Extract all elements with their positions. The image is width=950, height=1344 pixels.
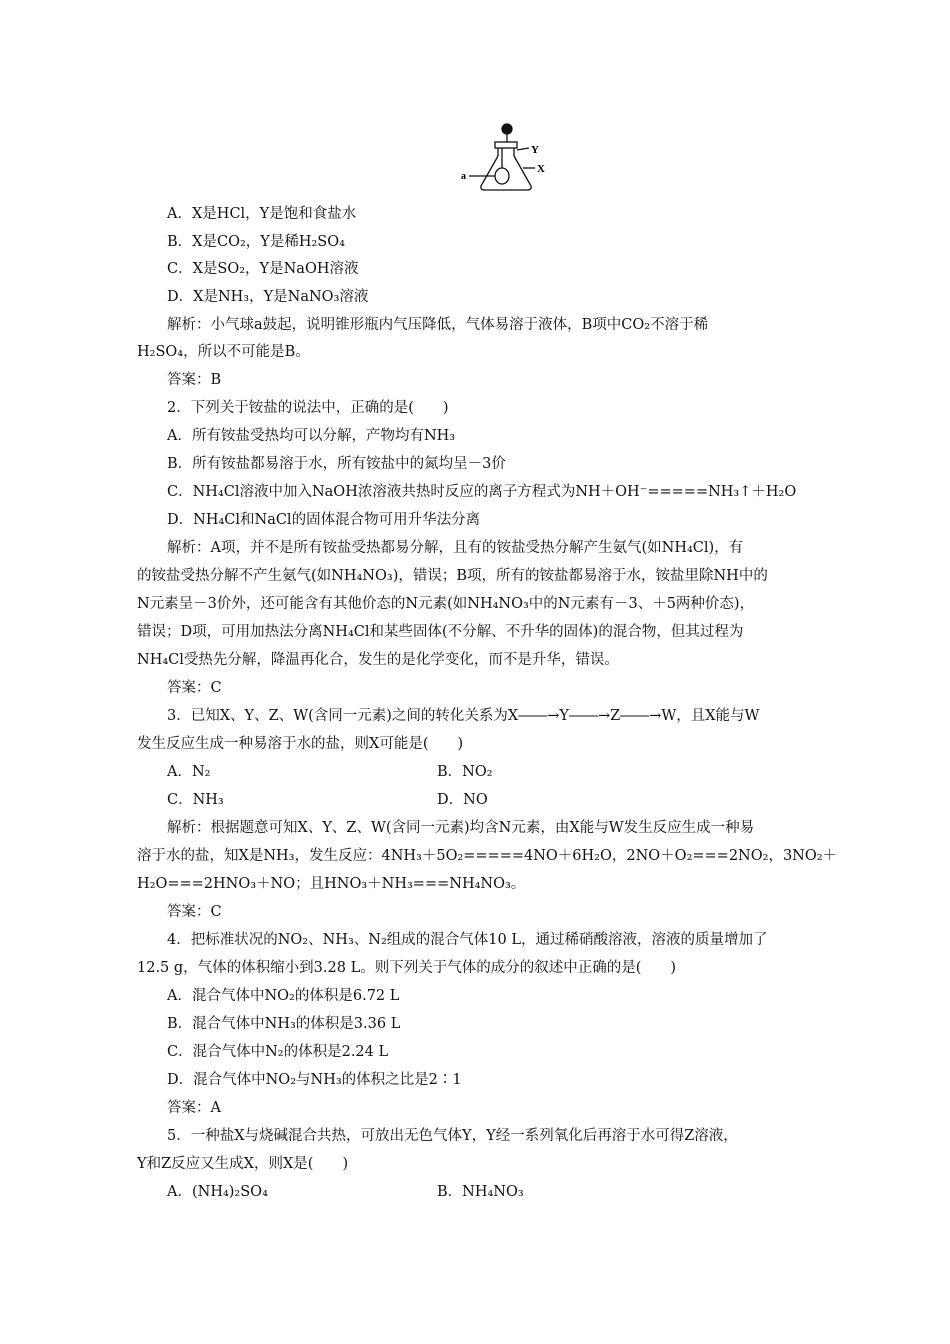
- q1-option-b: B．X是CO₂，Y是稀H₂SO₄: [167, 234, 345, 250]
- figure-label-y: Y: [531, 144, 539, 156]
- q2-analysis-line-3: N元素呈－3价外，还可能含有其他价态的N元素(如NH₄NO₃中的N元素有－3、＋5两种价态)，: [137, 596, 755, 612]
- q2-option-b: B．所有铵盐都易溶于水，所有铵盐中的氮均呈－3价: [167, 456, 506, 472]
- q3-stem-line-1: 3．已知X、Y、Z、W(含同一元素)之间的转化关系为X――→Y――→Z――→W，且X能与W: [167, 708, 760, 724]
- figure-label-a: a: [461, 171, 466, 182]
- q2-stem: 2．下列关于铵盐的说法中，正确的是( ): [167, 400, 449, 416]
- q2-analysis-line-2: 的铵盐受热分解不产生氨气(如NH₄NO₃)，错误；B项，所有的铵盐都易溶于水，铵盐里除NH中的: [137, 568, 768, 584]
- q3-analysis-line-2: 溶于水的盐，知X是NH₃，发生反应：4NH₃＋5O₂=====4NO＋6H₂O，2NO＋O₂===2NO₂，3NO₂＋: [137, 848, 838, 864]
- q1-option-a: A．X是HCl，Y是饱和食盐水: [167, 206, 357, 222]
- q1-answer: 答案：B: [167, 372, 222, 388]
- q2-analysis-line-5: NH₄Cl受热先分解，降温再化合，发生的是化学变化，而不是升华，错误。: [137, 652, 619, 668]
- q2-analysis-line-4: 错误；D项，可用加热法分离NH₄Cl和某些固体(不分解、不升华的固体)的混合物，但其过程为: [137, 624, 744, 640]
- q3-option-b: B．NO₂: [437, 764, 493, 780]
- conical-flask: [481, 156, 531, 190]
- q4-answer: 答案：A: [167, 1100, 221, 1116]
- q2-analysis-line-1: 解析：A项，并不是所有铵盐受热都易分解，且有的铵盐受热分解产生氨气(如NH₄Cl)，有: [167, 540, 744, 556]
- q2-option-c: C．NH₄Cl溶液中加入NaOH浓溶液共热时反应的离子方程式为NH＋OH⁻=====NH₃↑＋H₂O: [167, 484, 797, 500]
- q4-stem-line-2: 12.5 g，气体的体积缩小到3.28 L。则下列关于气体的成分的叙述中正确的是( ): [137, 960, 677, 976]
- q5-option-a: A．(NH₄)₂SO₄: [167, 1184, 268, 1200]
- stopper: [495, 142, 517, 148]
- q3-analysis-line-3: H₂O===2HNO₃＋NO；且HNO₃＋NH₃===NH₄NO₃。: [137, 876, 526, 892]
- q1-analysis-line-1: 解析：小气球a鼓起，说明锥形瓶内气压降低，气体易溶于液体，B项中CO₂不溶于稀: [167, 317, 709, 333]
- q2-answer: 答案：C: [167, 680, 222, 696]
- q4-option-d: D．混合气体中NO₂与NH₃的体积之比是2∶1: [167, 1072, 462, 1088]
- q3-answer: 答案：C: [167, 904, 222, 920]
- q4-option-a: A．混合气体中NO₂的体积是6.72 L: [167, 988, 400, 1004]
- balloon: [495, 168, 509, 184]
- q3-option-d: D．NO: [437, 792, 488, 808]
- q3-option-a: A．N₂: [167, 764, 211, 780]
- q2-option-a: A．所有铵盐受热均可以分解，产物均有NH₃: [167, 428, 456, 444]
- q1-option-d: D．X是NH₃，Y是NaNO₃溶液: [167, 289, 369, 305]
- q5-option-b: B．NH₄NO₃: [437, 1184, 524, 1200]
- figure-label-x: X: [537, 163, 545, 175]
- q1-analysis-line-2: H₂SO₄，所以不可能是B。: [137, 344, 310, 360]
- q4-option-c: C．混合气体中N₂的体积是2.24 L: [167, 1044, 389, 1060]
- q2-option-d: D．NH₄Cl和NaCl的固体混合物可用升华法分离: [167, 512, 481, 528]
- q4-option-b: B．混合气体中NH₃的体积是3.36 L: [167, 1016, 401, 1032]
- q3-analysis-line-1: 解析：根据题意可知X、Y、Z、W(含同一元素)均含N元素，由X能与W发生反应生成一种易: [167, 820, 755, 836]
- q5-stem-line-2: Y和Z反应又生成X，则X是( ): [137, 1156, 349, 1172]
- dropper-bulb: [502, 124, 512, 134]
- flask-diagram: [455, 120, 555, 192]
- q5-stem-line-1: 5．一种盐X与烧碱混合共热，可放出无色气体Y，Y经一系列氧化后再溶于水可得Z溶液，: [167, 1128, 738, 1144]
- q3-stem-line-2: 发生反应生成一种易溶于水的盐，则X可能是( ): [137, 736, 464, 752]
- q4-stem-line-1: 4．把标准状况的NO₂、NH₃、N₂组成的混合气体10 L，通过稀硝酸溶液，溶液的质量增加了: [167, 932, 768, 948]
- q1-option-c: C．X是SO₂，Y是NaOH溶液: [167, 261, 359, 277]
- q3-option-c: C．NH₃: [167, 792, 224, 808]
